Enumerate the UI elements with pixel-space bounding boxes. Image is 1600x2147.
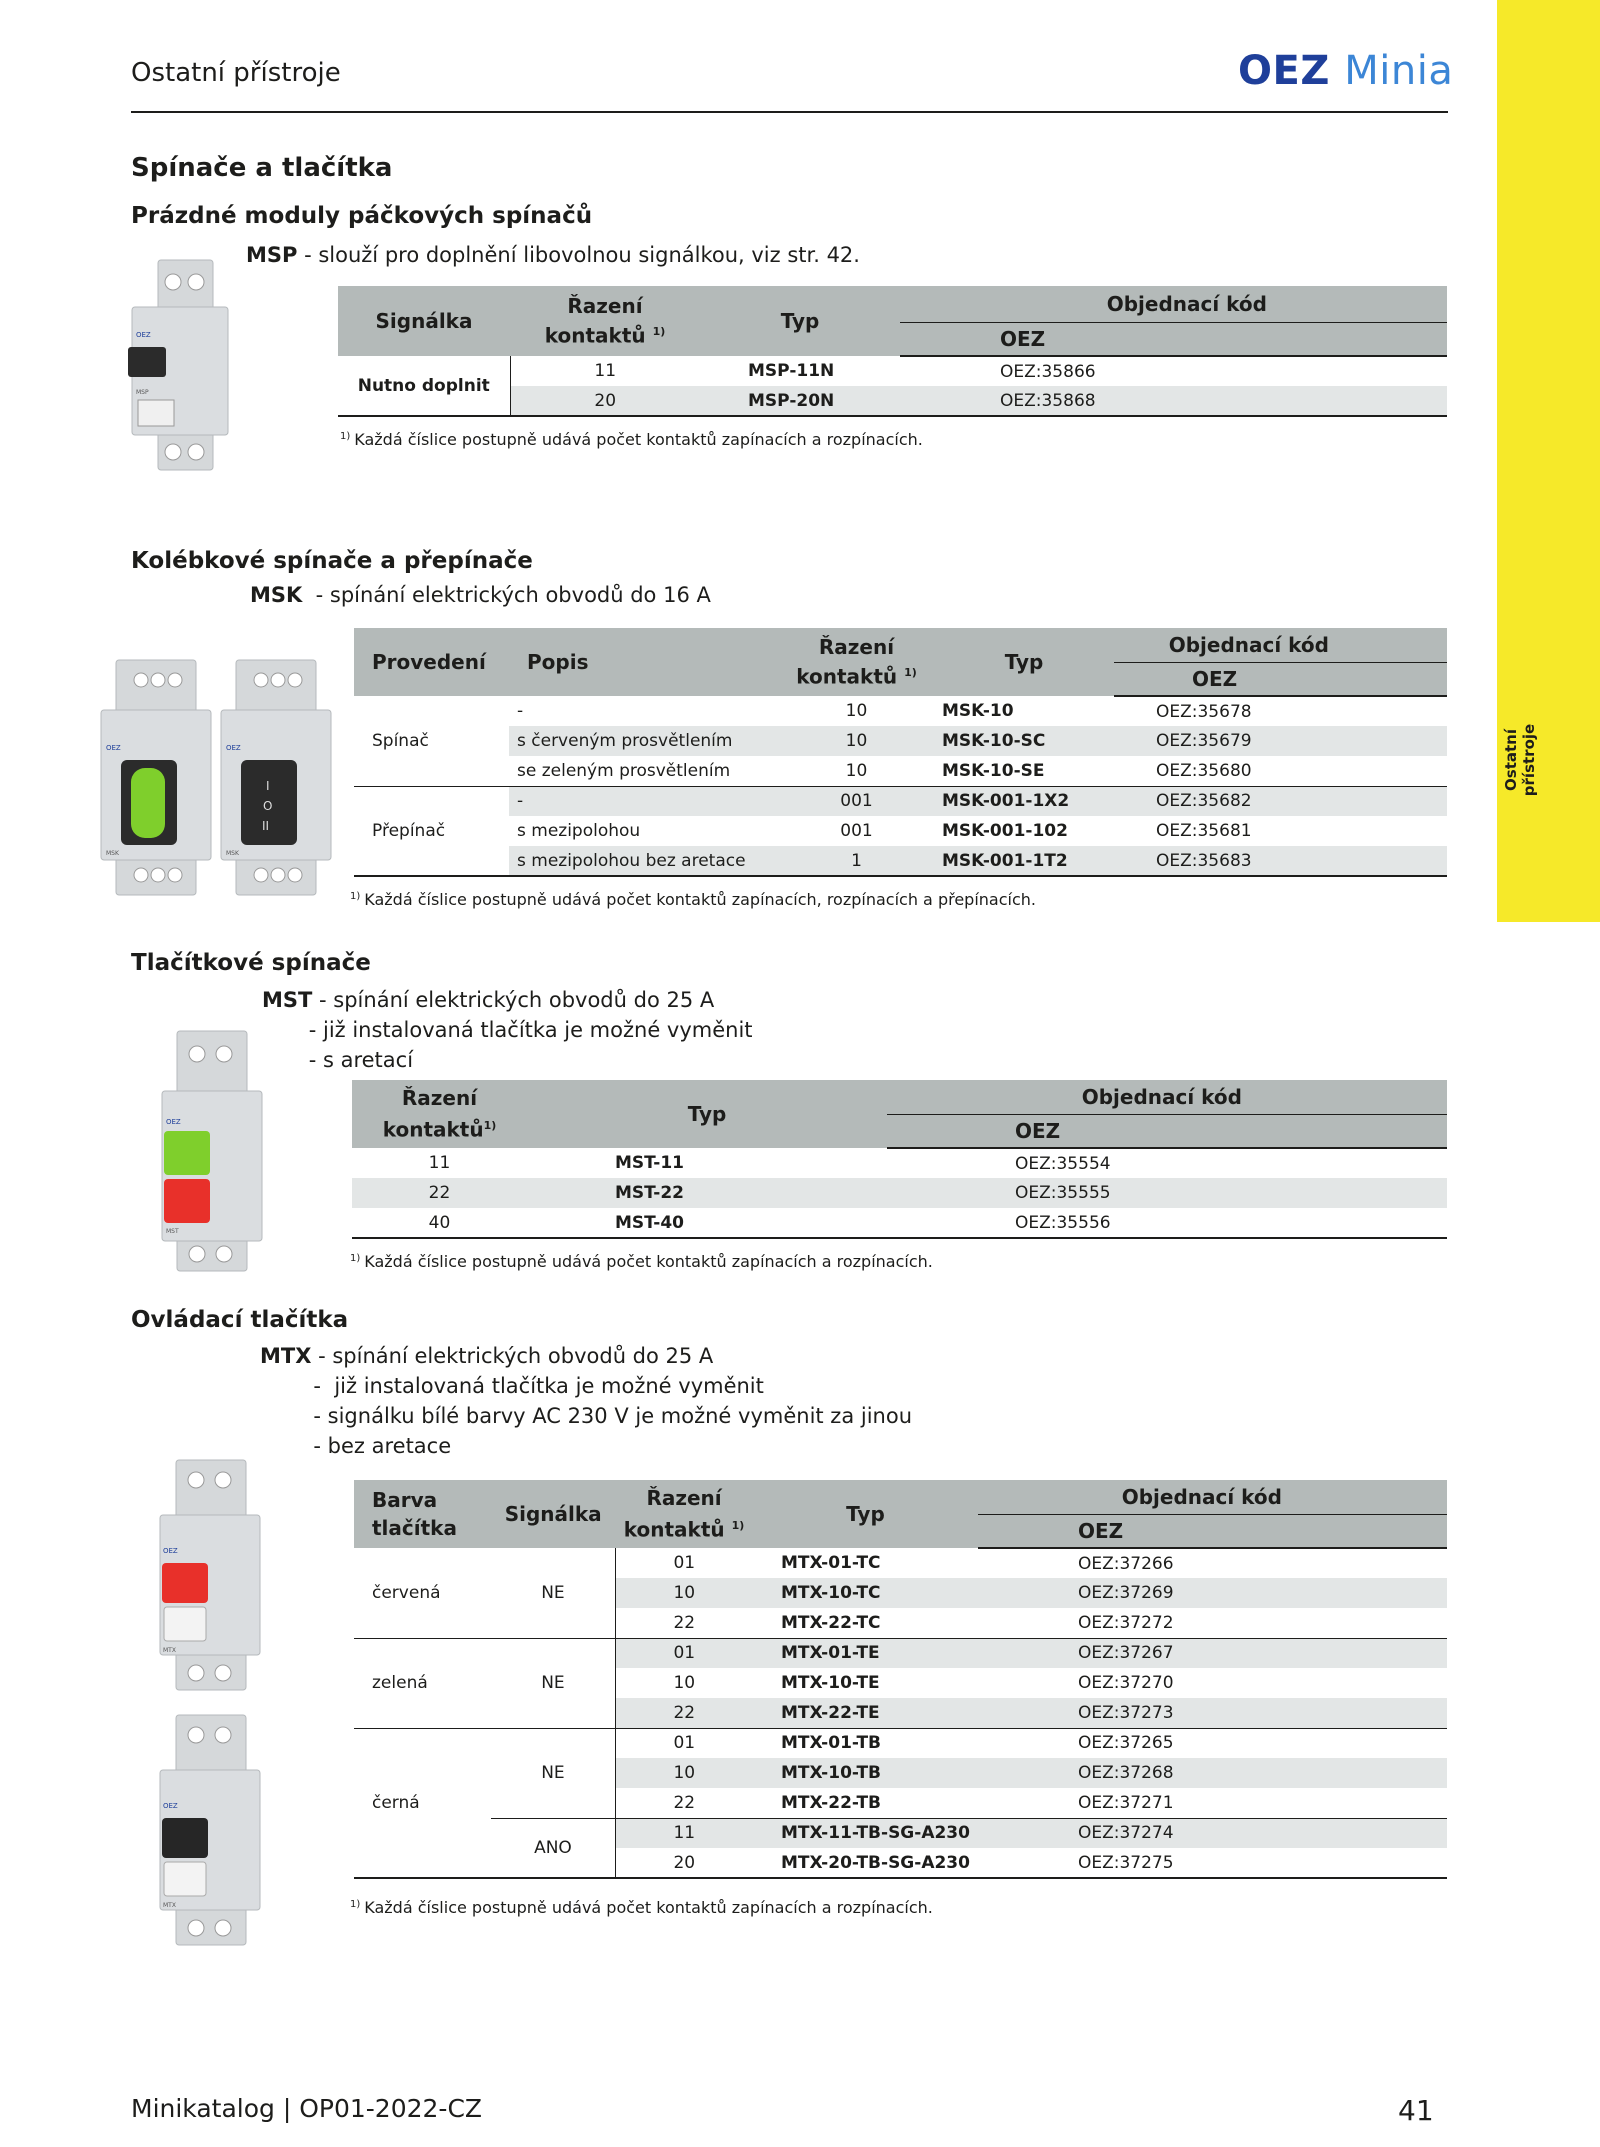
mst-code: MST [262,988,313,1012]
msp-note: $^{1)}$ Každá číslice postupně udává počet kontaktů zapínacích a rozpínacích. [340,430,923,449]
mtx-oez-text-1: OEZ [163,1547,178,1555]
mst-col-objednaci: Objednací kód [887,1080,1447,1114]
table-row [354,1638,1447,1668]
msk-kod: OEZ:35680 [1114,756,1447,786]
msk-typ: MSK-001-1T2 [934,846,1114,876]
table-row [354,1818,1447,1848]
msk-switch-mid: O [263,799,273,813]
msk-typ: MSK-001-1X2 [934,786,1114,816]
msk-group-spinac: Spínač [354,696,509,786]
msp-razeni-0: 11 [594,361,617,381]
msk-razeni: 10 [779,726,934,756]
table-row [354,756,1447,786]
msk-razeni: 1 [779,846,934,876]
msp-desc [246,240,860,270]
mtx-typ: MTX-22-TE [753,1698,978,1728]
mtx-table [354,1480,1447,1879]
header-rule [131,111,1448,113]
msk-table [354,628,1447,877]
mst-typ: MST-40 [527,1208,887,1238]
mtx-group-zelena: zelená [354,1638,491,1728]
msk-label-text-2: MSK [226,850,239,857]
mtx-razeni: 22 [615,1698,753,1728]
msp-col-signalka: Signálka [338,286,510,356]
mtx-razeni: 10 [615,1758,753,1788]
msk-popis: s mezipolohou [517,821,641,841]
mtx-label-text-1: MTX [163,1647,176,1654]
mtx-col-barva: Barva tlačítka [354,1480,491,1548]
table-row [352,1178,1447,1208]
mtx-sig-zelena: NE [491,1638,615,1728]
mtx-code: MTX [260,1344,312,1368]
msp-code: MSP [246,243,298,267]
mtx-typ: MTX-01-TC [780,1553,881,1573]
mst-col-oez: OEZ [887,1114,1447,1148]
mtx-sig-cerna-ano: ANO [491,1818,615,1878]
table-row [354,726,1447,756]
mst-desc: MST - spínání elektrických obvodů do 25 A - již instalovaná tlačítka je možné vyměnit - s aretací [262,988,753,1072]
mtx-desc: MTX - spínání elektrických obvodů do 25 A - již instalovaná tlačítka je možné vyměnit - signálku bílé barvy AC 230 V je možné vyměnit za jinou - bez aretace [260,1344,913,1458]
mtx-col-typ: Typ [753,1480,978,1548]
msp-col-razeni: Řazení kontaktů $^{1)}$ [510,286,700,356]
mtx-kod: OEZ:37266 [1077,1553,1174,1574]
msk-kod: OEZ:35683 [1114,846,1447,876]
msk-label-text-1: MSK [106,850,119,857]
mtx-razeni: 22 [615,1608,753,1638]
page-number: 41 [1398,2094,1434,2127]
mtx-razeni: 10 [673,1673,696,1693]
mtx-typ: MTX-22-TC [753,1608,978,1638]
mtx-kod: OEZ:37270 [1077,1673,1174,1693]
mtx-razeni: 01 [673,1553,696,1573]
msk-col-popis: Popis [509,628,779,696]
msk-group-prepinac: Přepínač [354,786,509,876]
msk-typ: MSK-001-102 [942,821,1068,841]
mtx-sig-cerna-ne: NE [491,1728,615,1818]
msk-oez-text-2: OEZ [226,744,241,752]
table-row [352,1148,1447,1178]
mtx-typ: MTX-10-TC [753,1578,978,1608]
mst-product-image [152,1026,272,1276]
msk-typ: MSK-10-SC [934,726,1114,756]
logo-minia: Minia [1344,48,1454,94]
mtx-kod: OEZ:37274 [978,1818,1447,1848]
mtx-razeni: 10 [615,1578,753,1608]
msk-heading: Kolébkové spínače a přepínače [131,548,533,574]
msk-col-oez: OEZ [1114,662,1447,696]
mtx-typ: MTX-01-TB [780,1733,882,1754]
mtx-kod: OEZ:37273 [978,1698,1447,1728]
mst-kod: OEZ:35556 [887,1208,1447,1238]
msk-switch-two: II [262,819,270,833]
msk-kod: OEZ:35679 [1114,726,1447,756]
table-row [352,1208,1447,1238]
mtx-typ: MTX-10-TE [780,1673,880,1693]
mtx-note: $^{1)}$ Každá číslice postupně udává počet kontaktů zapínacích a rozpínacích. [350,1898,933,1917]
msk-popis: - [509,786,779,816]
msk-typ: MSK-10-SE [934,756,1114,786]
mtx-kod: OEZ:37265 [1077,1733,1174,1754]
mtx-oez-text-2: OEZ [163,1802,178,1810]
mtx-kod: OEZ:37275 [978,1848,1447,1878]
msk-razeni: 10 [779,756,934,786]
mst-oez-text: OEZ [166,1118,181,1126]
msp-col-objednaci: Objednací kód [900,286,1447,322]
msp-oez-text: OEZ [136,331,151,339]
msk-razeni: 001 [840,821,873,841]
mtx-razeni: 22 [615,1788,753,1818]
mst-razeni: 40 [352,1208,527,1238]
mtx-col-objednaci: Objednací kód [978,1480,1447,1514]
mtx-sig-cervena: NE [491,1548,615,1638]
msk-popis: - [517,701,524,721]
msk-oez-text-1: OEZ [106,744,121,752]
mst-razeni: 22 [352,1178,527,1208]
mtx-product-image [148,1455,273,1955]
footer-text: Minikatalog | OP01-2022-CZ [131,2094,483,2123]
msk-razeni: 10 [845,701,868,721]
msp-group: Nutno doplnit [338,356,510,416]
mtx-label-text-2: MTX [163,1902,176,1909]
mtx-kod: OEZ:37269 [978,1578,1447,1608]
mtx-col-oez: OEZ [978,1514,1447,1548]
header-title: Ostatní přístroje [131,58,341,88]
mtx-group-cervena: červená [354,1548,491,1638]
logo-oez: OEZ [1238,48,1330,94]
mst-typ: MST-11 [615,1153,684,1173]
sidebar-label [1502,715,1538,805]
msp-col-typ: Typ [700,286,900,356]
mtx-col-razeni: Řazení kontaktů $^{1)}$ [615,1480,753,1548]
mtx-kod: OEZ:37271 [978,1788,1447,1818]
mst-razeni: 11 [428,1153,451,1173]
mtx-razeni: 01 [615,1638,753,1668]
msk-col-typ: Typ [934,628,1114,696]
msp-desc-text: - slouží pro doplnění libovolnou signálkou, viz str. 42. [297,243,860,267]
table-row [354,1728,1447,1758]
table-row [354,1548,1447,1578]
msp-heading: Prázdné moduly páčkových spínačů [131,203,593,229]
mst-heading: Tlačítkové spínače [131,950,371,976]
mtx-group-cerna: černá [354,1728,491,1878]
mtx-heading: Ovládací tlačítka [131,1307,349,1333]
msk-col-objednaci: Objednací kód [1114,628,1447,662]
msp-col-oez: OEZ [900,322,1447,356]
msk-desc-text: - spínání elektrických obvodů do 16 A [302,583,711,607]
mtx-kod: OEZ:37272 [978,1608,1447,1638]
mst-note: $^{1)}$ Každá číslice postupně udává počet kontaktů zapínacích a rozpínacích. [350,1252,933,1271]
msk-col-razeni: Řazení kontaktů $^{1)}$ [779,628,934,696]
section-title: Spínače a tlačítka [131,153,393,183]
msk-kod: OEZ:35678 [1156,701,1252,722]
table-row [354,846,1447,876]
sidebar-line1: Ostatní [1502,729,1520,791]
table-row [338,356,1447,386]
table-row [354,786,1447,816]
table-row [354,696,1447,726]
msk-code: MSK [250,583,303,607]
mst-label-text: MST [166,1228,179,1235]
msk-kod: OEZ:35681 [1156,821,1252,841]
mtx-kod: OEZ:37267 [978,1638,1447,1668]
mst-kod: OEZ:35555 [887,1178,1447,1208]
mtx-typ: MTX-22-TB [753,1788,978,1818]
msp-kod-1: OEZ:35868 [900,386,1447,416]
oez-minia-logo [1238,48,1453,94]
msk-typ: MSK-10 [942,701,1014,721]
msk-desc [250,580,711,610]
msk-col-provedeni: Provedení [354,628,509,696]
msp-kod-0: OEZ:35866 [1000,361,1096,382]
msk-razeni: 001 [779,786,934,816]
msk-kod: OEZ:35682 [1114,786,1447,816]
mtx-razeni: 01 [673,1733,696,1754]
mtx-kod: OEZ:37268 [978,1758,1447,1788]
msk-popis: s mezipolohou bez aretace [509,846,779,876]
msp-label-text: MSP [136,389,149,396]
mtx-typ: MTX-20-TB-SG-A230 [753,1848,978,1878]
msk-popis: s červeným prosvětlením [509,726,779,756]
mtx-typ: MTX-10-TB [753,1758,978,1788]
mst-col-typ: Typ [527,1080,887,1148]
sidebar-line2: přístroje [1520,723,1538,797]
mst-typ: MST-22 [527,1178,887,1208]
msp-typ-1: MSP-20N [700,386,900,416]
mtx-col-signalka: Signálka [491,1480,615,1548]
mst-table [352,1080,1447,1239]
mtx-razeni: 11 [615,1818,753,1848]
msp-typ-0: MSP-11N [748,361,835,381]
mtx-razeni: 20 [615,1848,753,1878]
msp-table [338,286,1447,417]
table-row [354,816,1447,846]
mst-kod: OEZ:35554 [1015,1153,1111,1174]
msp-product-image [118,252,248,477]
mst-col-razeni: Řazení kontaktů$^{1)}$ [352,1080,527,1148]
msk-product-image [96,650,336,900]
msk-note: $^{1)}$ Každá číslice postupně udává počet kontaktů zapínacích, rozpínacích a přepínacích. [350,890,1036,909]
msp-razeni-1: 20 [510,386,700,416]
msk-switch-on: I [266,779,270,793]
mtx-typ: MTX-11-TB-SG-A230 [753,1818,978,1848]
msk-popis: se zeleným prosvětlením [509,756,779,786]
mtx-typ: MTX-01-TE [753,1638,978,1668]
